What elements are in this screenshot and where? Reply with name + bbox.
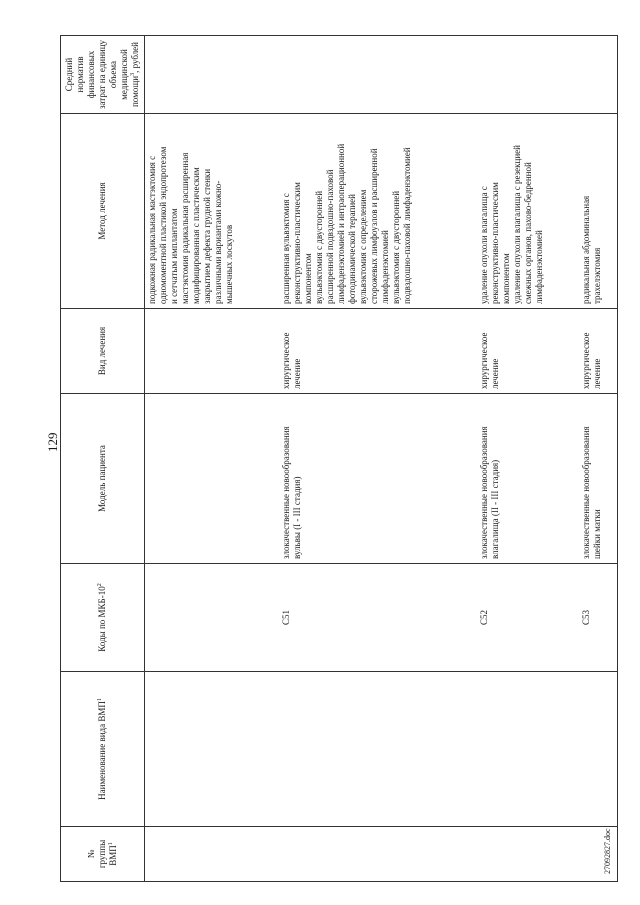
cell-treatment-method bbox=[477, 114, 579, 309]
treatment-type-line: хирургическое bbox=[281, 332, 292, 389]
method-line: лимфаденэктомией и интраоперационной bbox=[336, 143, 347, 304]
method-line: удаление опухоли влагалища с bbox=[479, 186, 490, 304]
method-line: удаление опухоли влагалища с резекцией bbox=[512, 145, 523, 304]
treatment-type-line: лечение bbox=[591, 358, 602, 389]
cell-group-number bbox=[279, 827, 477, 882]
header-mkb bbox=[61, 564, 145, 672]
header-model: Модель пациента bbox=[61, 394, 145, 564]
method-line: подкожная радикальная мастэктомия с bbox=[147, 155, 157, 304]
header-method: Метод лечения bbox=[61, 114, 145, 309]
model-line: влагалища (II - III стадия) bbox=[490, 459, 501, 559]
cell-patient-model bbox=[145, 394, 280, 564]
method-line: радикальная абдоминальная bbox=[580, 195, 591, 304]
method-line: компонентом bbox=[303, 253, 314, 304]
model-line: шейки матки bbox=[591, 509, 602, 559]
cell-patient-model bbox=[477, 394, 579, 564]
cell-treatment-type bbox=[579, 309, 618, 394]
table-row bbox=[579, 36, 618, 882]
header-cost-line: Средний bbox=[64, 57, 74, 92]
treatment-type-line: хирургическое bbox=[479, 332, 490, 389]
cell-mkb-code bbox=[579, 564, 618, 672]
header-num bbox=[61, 827, 145, 882]
method-line: вульвэктомия с двусторонней bbox=[314, 190, 325, 304]
header-vid: Вид лечения bbox=[61, 309, 145, 394]
method-line: мышечных лоскутов bbox=[224, 224, 234, 304]
cell-patient-model bbox=[279, 394, 477, 564]
treatment-type-line: лечение bbox=[292, 358, 303, 389]
header-mkb-text: Коды по МКБ-10 bbox=[97, 586, 107, 652]
model-line: злокачественные новообразования bbox=[580, 426, 591, 559]
footnote-mark: 3 bbox=[130, 72, 136, 76]
header-cost-line: финансовых bbox=[86, 50, 96, 99]
table-row bbox=[279, 36, 477, 882]
header-num-line: № bbox=[86, 849, 96, 859]
treatment-type-line: лечение bbox=[490, 358, 501, 389]
method-line: вульвэктомия с двусторонней bbox=[391, 190, 402, 304]
vmp-table bbox=[60, 35, 618, 882]
document-id: 27092827.doc bbox=[603, 828, 612, 874]
cell-mkb-code bbox=[279, 564, 477, 672]
model-line: злокачественные новообразования bbox=[479, 426, 490, 559]
table-container bbox=[60, 36, 618, 882]
cell-group-number bbox=[477, 827, 579, 882]
method-line: закрытием дефекта грудной стенки bbox=[202, 168, 212, 304]
cell-cost bbox=[579, 36, 618, 114]
header-cost-text: , рублей bbox=[130, 42, 140, 73]
method-line: лимфаденэктомией bbox=[380, 230, 391, 304]
method-line: трахелэктомия bbox=[591, 247, 602, 304]
treatment-type-line: хирургическое bbox=[580, 332, 591, 389]
method-line: реконструктивно-пластическим bbox=[490, 182, 501, 304]
method-line: одномоментной пластикой эндопротезом bbox=[158, 146, 168, 304]
header-cost-line: объема bbox=[108, 60, 118, 89]
cell-treatment-type bbox=[279, 309, 477, 394]
cell-vmp-name bbox=[145, 672, 280, 827]
method-line: вульвэктомия с определением bbox=[358, 189, 369, 304]
method-line: расширенная вульвэктомия с bbox=[281, 193, 292, 304]
header-cost-text: помощи bbox=[130, 75, 140, 108]
cell-mkb-code bbox=[145, 564, 280, 672]
header-cost-line bbox=[130, 39, 141, 110]
cell-treatment-method bbox=[579, 114, 618, 309]
header-num-line: группы bbox=[97, 839, 107, 869]
method-line: компонентом bbox=[501, 253, 512, 304]
mkb-code: C52 bbox=[479, 610, 490, 626]
header-cost-line: медицинской bbox=[119, 49, 129, 100]
header-row bbox=[61, 36, 145, 882]
cell-vmp-name bbox=[579, 672, 618, 827]
cell-patient-model bbox=[579, 394, 618, 564]
model-line: вульвы (I - III стадия) bbox=[292, 476, 303, 559]
footnote-mark: 1 bbox=[108, 842, 114, 846]
mkb-code: C51 bbox=[281, 610, 292, 626]
cell-vmp-name bbox=[477, 672, 579, 827]
cell-cost bbox=[477, 36, 579, 114]
cell-cost bbox=[279, 36, 477, 114]
cell-treatment-method bbox=[145, 114, 280, 309]
method-line: различными вариантами кожно- bbox=[213, 180, 223, 304]
cell-treatment-type bbox=[477, 309, 579, 394]
cell-mkb-code bbox=[477, 564, 579, 672]
method-line: сторожевых лимфоузлов и расширенной bbox=[369, 148, 380, 304]
header-name bbox=[61, 672, 145, 827]
table-row bbox=[145, 36, 280, 882]
footnote-mark: 2 bbox=[97, 583, 103, 587]
method-line: фотодинамической терапией bbox=[347, 194, 358, 304]
header-cost-line: норматив bbox=[75, 56, 85, 93]
footnote-mark: 1 bbox=[97, 698, 103, 702]
page-number: 129 bbox=[45, 432, 60, 452]
method-line: мастэктомия радикальная расширенная bbox=[180, 152, 190, 304]
header-num-line: ВМП$^1$ bbox=[108, 842, 118, 866]
method-line: подвздошно-паховой лимфаденэктомией bbox=[402, 147, 413, 304]
method-line: смежных органов, пахово-бедренной bbox=[523, 162, 534, 304]
cell-vmp-name bbox=[279, 672, 477, 827]
method-line: и сетчатым имплантатом bbox=[169, 208, 179, 304]
cell-treatment-type bbox=[145, 309, 280, 394]
header-cost-line: затрат на единицу bbox=[97, 39, 107, 110]
cell-group-number bbox=[145, 827, 280, 882]
header-name-text: Наименование вида ВМП bbox=[97, 701, 107, 800]
method-line: лимфаденэктомией bbox=[534, 230, 545, 304]
mkb-code: C53 bbox=[580, 610, 591, 626]
method-line: реконструктивно-пластическим bbox=[292, 182, 303, 304]
method-line: модифицированная с пластическим bbox=[191, 167, 201, 304]
method-line: расширенной подвздошно-паховой bbox=[325, 169, 336, 304]
table-row bbox=[477, 36, 579, 882]
model-line: злокачественные новообразования bbox=[281, 426, 292, 559]
cell-treatment-method bbox=[279, 114, 477, 309]
cell-cost bbox=[145, 36, 280, 114]
header-cost bbox=[61, 36, 145, 114]
